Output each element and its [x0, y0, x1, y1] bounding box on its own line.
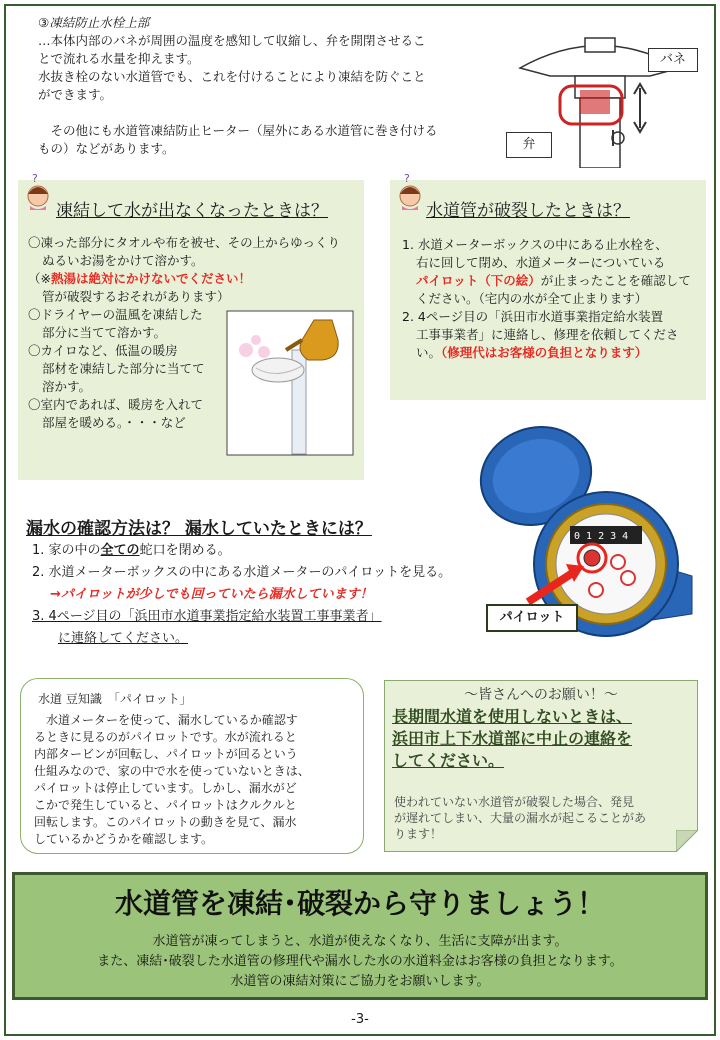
pilot-reference: パイロット（下の絵）: [416, 273, 541, 288]
request-bold-line: 浜田市上下水道部に中止の連絡を: [392, 729, 633, 748]
request-line: ります！: [394, 827, 443, 841]
freeze-line: 部屋を暖める。・・・など: [42, 415, 186, 430]
trivia-body: [34, 712, 364, 848]
pilot-label: パイロット: [486, 604, 578, 632]
top-heading: ③凍結防止水栓上部: [38, 15, 150, 30]
leak-step-3-cont: に連絡してください。: [58, 631, 189, 646]
trivia-line: パイロットは停止しています。しかし、漏水がど: [34, 781, 297, 795]
request-bold-line: してください。: [392, 751, 505, 770]
burst-line: 右に回して閉め、水道メーターについている: [416, 255, 666, 270]
request-bold-line: 長期間水道を使用しないときは、: [392, 707, 633, 726]
kettle-pipe-illustration: [226, 310, 354, 456]
top-line: とで流れる水量を抑えます。: [38, 51, 200, 66]
freeze-title: 凍結して水が出なくなったときは？: [56, 201, 328, 221]
burst-body: [402, 236, 702, 362]
trivia-line: 内部タービンが回転し、パイロットが回るという: [34, 747, 298, 761]
banner-line: また、凍結･破裂した水道管の修理代や漏水した水の水道料金はお客様の負担となります。: [97, 954, 623, 969]
worried-person-icon: [24, 172, 52, 210]
trivia-line: 仕組みなので、家の中で水を使っていないときは、: [34, 764, 310, 778]
leak-warning: →パイロットが少しでも回っていたら漏水しています！: [50, 587, 373, 602]
meter-digits: 0 1 2 3 4: [574, 531, 629, 542]
burst-title: 水道管が破裂したときは？: [426, 201, 630, 221]
trivia-line: しているかどうかを確認します。: [34, 832, 214, 846]
trivia-line: こかで発生していると、パイロットはクルクルと: [34, 798, 297, 812]
banner-line: 水道管の凍結対策にご協力をお願いします。: [230, 974, 490, 989]
request-body: [394, 794, 694, 842]
freeze-line: 管が破裂するおそれがあります）: [42, 289, 230, 304]
burst-line: 1. 水道メーターボックスの中にある止水栓を、: [402, 237, 668, 252]
freeze-line: 部分に当てて溶かす。: [42, 325, 167, 340]
top-other-line: もの）などがあります。: [38, 141, 175, 156]
svg-text:?: ?: [404, 172, 410, 185]
request-line: 使われていない水道管が破裂した場合、発見: [394, 795, 635, 809]
leak-step-3: 3. 4ページ目の「浜田市水道事業指定給水装置工事事業者」: [32, 609, 382, 624]
freeze-line: 〇凍った部分にタオルや布を被せ、その上からゆっくり: [28, 235, 341, 250]
freeze-line: 〇室内であれば、暖房を入れて: [28, 397, 204, 412]
request-title: ～皆さんへのお願い！～: [464, 687, 618, 703]
top-text: [38, 14, 488, 158]
burst-line: 工事事業者」に連絡し、修理を依頼してくださ: [416, 327, 679, 342]
banner-headline: 水道管を凍結･破裂から守りましょう！: [114, 887, 605, 920]
leak-step-1: 1. 家の中の全ての蛇口を閉める。: [32, 543, 231, 558]
burst-line: い。: [416, 345, 442, 360]
leak-step-2: 2. 水道メーターボックスの中にある水道メーターのパイロットを見る。: [32, 565, 452, 580]
top-line: …本体内部のバネが周囲の温度を感知して収縮し、弁を開閉させるこ: [38, 33, 426, 48]
top-other-line: その他にも水道管凍結防止ヒーター（屋外にある水道管に巻き付ける: [38, 123, 438, 138]
banner-body: [12, 932, 708, 992]
freeze-line: 溶かす。: [42, 379, 92, 394]
top-line: 水抜き栓のない水道管でも、これを付けることにより凍結を防ぐこと: [38, 69, 426, 84]
trivia-title: 水道 豆知識 「パイロット」: [38, 692, 192, 706]
valve-label: 弁: [506, 132, 552, 158]
top-line: ができます。: [38, 87, 113, 102]
leak-title: 漏水の確認方法は？ 漏水していたときには？: [26, 519, 372, 539]
spring-label: バネ: [648, 48, 698, 72]
banner-line: 水道管が凍ってしまうと、水道が使えなくなり、生活に支障が出ます。: [152, 934, 568, 949]
burst-line: が止まったことを確認して: [540, 273, 691, 288]
burst-line: ください。（宅内の水が全て止まります）: [416, 291, 648, 306]
worried-person-icon: [396, 172, 424, 210]
trivia-line: 水道メーターを使って、漏水しているか確認す: [34, 713, 298, 727]
svg-text:?: ?: [32, 172, 38, 185]
trivia-line: るときに見るのがパイロットです。水が流れると: [34, 730, 297, 744]
freeze-warning: 熱湯は絶対にかけないでください！: [50, 271, 251, 286]
freeze-line: 〇ドライヤーの温風を凍結した: [28, 307, 203, 322]
request-line: が遅れてしまい、大量の漏水が起こることがあ: [394, 811, 647, 825]
trivia-line: 回転します。このパイロットの動きを見て、漏水: [34, 815, 297, 829]
freeze-line: 部材を凍結した部分に当てて: [42, 361, 205, 376]
freeze-warn-prefix: （※: [28, 271, 51, 286]
request-bold: [392, 706, 692, 772]
repair-cost-notice: （修理代はお客様の負担となります）: [441, 345, 648, 360]
page-number: -3-: [351, 1012, 369, 1027]
burst-line: 2. 4ページ目の「浜田市水道事業指定給水装置: [402, 309, 664, 324]
leak-steps: [32, 540, 492, 650]
freeze-line: 〇カイロなど、低温の暖房: [28, 343, 178, 358]
freeze-line: ぬるいお湯をかけて溶かす。: [42, 253, 204, 268]
